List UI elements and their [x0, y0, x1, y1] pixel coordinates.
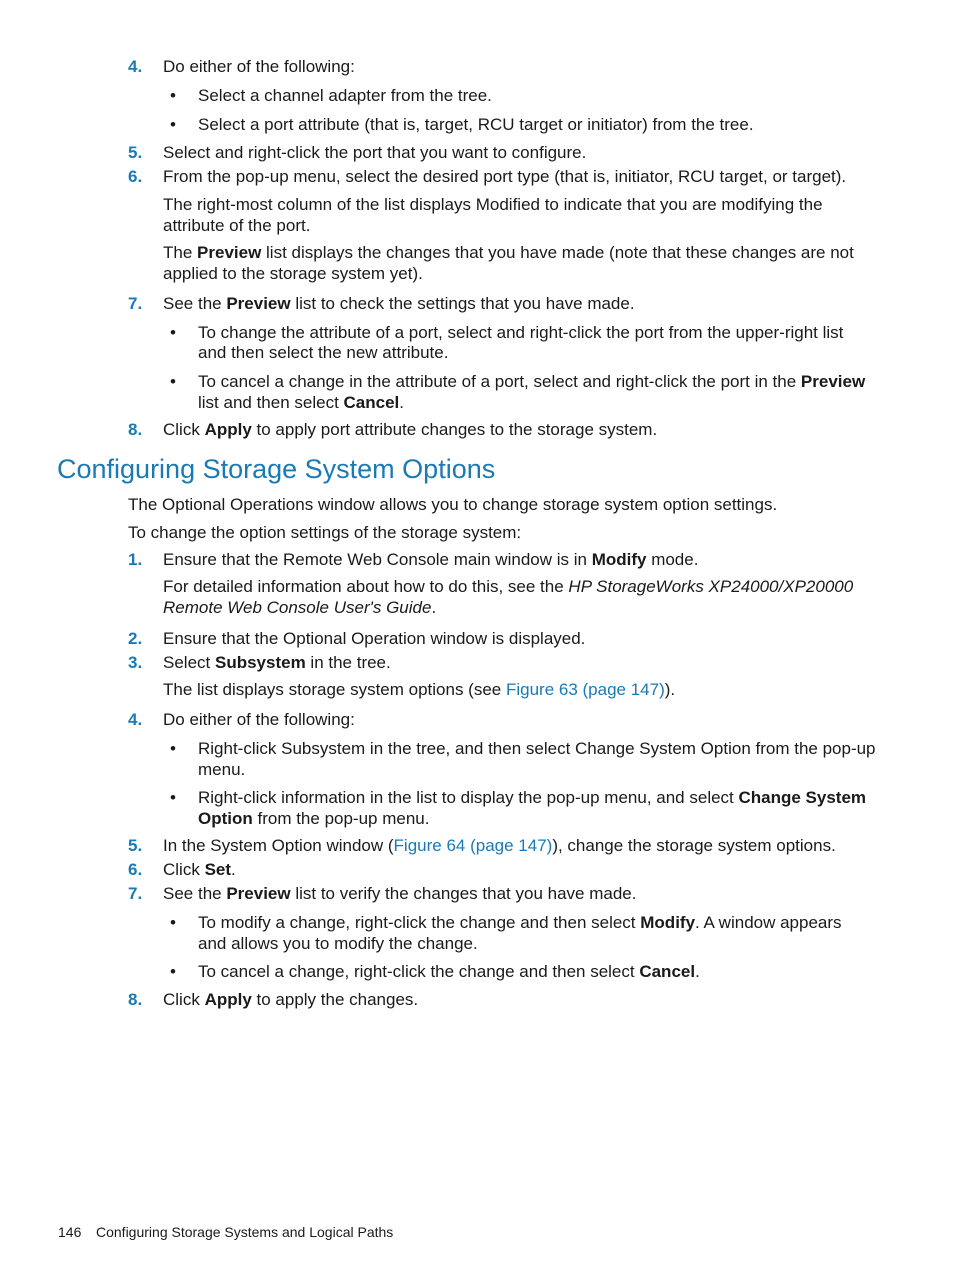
- step-text: From the pop-up menu, select the desired port type (that is, initiator, RCU target, or target).: [163, 167, 847, 186]
- step-text: Click Apply to apply port attribute changes to the storage system.: [163, 420, 658, 439]
- bullet-icon: •: [170, 323, 176, 342]
- step-text: Ensure that the Remote Web Console main window is in Modify mode.: [163, 550, 699, 569]
- section-heading: Configuring Storage System Options: [57, 454, 496, 484]
- ui-term: Preview: [226, 294, 291, 313]
- paragraph-line: The Optional Operations window allows you to change storage system option settings.: [128, 495, 778, 514]
- ui-term: Change System: [738, 788, 867, 807]
- ui-term: Subsystem: [214, 653, 306, 672]
- bullet-text: list and then select Cancel.: [198, 393, 405, 412]
- paragraph-line: applied to the storage system yet).: [163, 264, 423, 283]
- bullet-text: Select a port attribute (that is, target, RCU target or initiator) from the tree.: [198, 115, 754, 134]
- step-text: See the Preview list to verify the changes that you have made.: [163, 884, 637, 903]
- step-number: 8.: [128, 990, 143, 1009]
- bullet-icon: •: [170, 913, 176, 932]
- book-title: Remote Web Console User's Guide: [163, 598, 432, 617]
- step-number: 8.: [128, 420, 143, 439]
- bullet-text: and then select the new attribute.: [198, 343, 449, 362]
- bullet-text: To modify a change, right-click the change and then select Modify. A window appears: [198, 913, 842, 932]
- bullet-text: Right-click Subsystem in the tree, and then select Change System Option from the pop-up: [198, 739, 876, 758]
- ui-term: Apply: [204, 990, 252, 1009]
- bullet-text: menu.: [198, 760, 246, 779]
- book-title: HP StorageWorks XP24000/XP20000: [568, 577, 854, 596]
- step-text: Click Set.: [163, 860, 236, 879]
- bullet-text: To cancel a change in the attribute of a port, select and right-click the port in the Preview: [198, 372, 866, 391]
- step-number: 5.: [128, 836, 143, 855]
- paragraph-line: The list displays storage system options (see Figure 63 (page 147)).: [163, 680, 676, 699]
- bullet-text: To change the attribute of a port, select and right-click the port from the upper-right list: [198, 323, 844, 342]
- bullet-icon: •: [170, 86, 176, 105]
- bullet-icon: •: [170, 788, 176, 807]
- figure-63-link[interactable]: Figure 63 (page 147): [505, 680, 665, 699]
- chapter-title: Configuring Storage Systems and Logical Paths: [96, 1224, 394, 1240]
- step-text: Do either of the following:: [163, 57, 355, 76]
- step-text: Select and right-click the port that you want to configure.: [163, 143, 587, 162]
- paragraph-line: To change the option settings of the storage system:: [128, 523, 522, 542]
- ui-term: Modify: [640, 913, 696, 932]
- step-number: 2.: [128, 629, 143, 648]
- paragraph-line: For detailed information about how to do this, see the HP StorageWorks XP24000/XP20000: [163, 577, 854, 596]
- step-text: Ensure that the Optional Operation window is displayed.: [163, 629, 586, 648]
- ui-term: Cancel: [639, 962, 696, 981]
- ui-term: Modify: [591, 550, 647, 569]
- step-number: 7.: [128, 884, 143, 903]
- paragraph-line: attribute of the port.: [163, 216, 311, 235]
- bullet-text: Right-click information in the list to display the pop-up menu, and select Change System: [198, 788, 867, 807]
- ui-term: Preview: [197, 243, 262, 262]
- step-number: 7.: [128, 294, 143, 313]
- ui-term: Apply: [204, 420, 252, 439]
- ui-term: Preview: [226, 884, 291, 903]
- step-number: 1.: [128, 550, 143, 569]
- bullet-text: Select a channel adapter from the tree.: [198, 86, 492, 105]
- figure-64-link[interactable]: Figure 64 (page 147): [393, 836, 553, 855]
- bullet-text: and allows you to modify the change.: [198, 934, 478, 953]
- step-text: In the System Option window (Figure 64 (page 147)), change the storage system options.: [163, 836, 836, 855]
- bullet-icon: •: [170, 962, 176, 981]
- ui-term: Preview: [800, 372, 866, 391]
- bullet-icon: •: [170, 739, 176, 758]
- step-text: See the Preview list to check the settings that you have made.: [163, 294, 635, 313]
- bullet-icon: •: [170, 372, 176, 391]
- paragraph-line: Remote Web Console User's Guide.: [163, 598, 437, 617]
- ui-term: Set: [204, 860, 232, 879]
- step-text: Select Subsystem in the tree.: [163, 653, 391, 672]
- bullet-icon: •: [170, 115, 176, 134]
- paragraph-line: The right-most column of the list displays Modified to indicate that you are modifying the: [163, 195, 823, 214]
- bullet-text: Option from the pop-up menu.: [198, 809, 430, 828]
- step-number: 3.: [128, 653, 143, 672]
- step-text: Click Apply to apply the changes.: [163, 990, 419, 1009]
- step-number: 5.: [128, 143, 143, 162]
- paragraph-line: The Preview list displays the changes that you have made (note that these changes are not: [163, 243, 854, 262]
- step-number: 6.: [128, 860, 143, 879]
- ui-term: Option: [198, 809, 253, 828]
- bullet-text: To cancel a change, right-click the change and then select Cancel.: [198, 962, 700, 981]
- page-number: 146: [58, 1224, 82, 1240]
- step-number: 6.: [128, 167, 143, 186]
- ui-term: Cancel: [343, 393, 400, 412]
- step-number: 4.: [128, 57, 143, 76]
- step-number: 4.: [128, 710, 143, 729]
- step-text: Do either of the following:: [163, 710, 355, 729]
